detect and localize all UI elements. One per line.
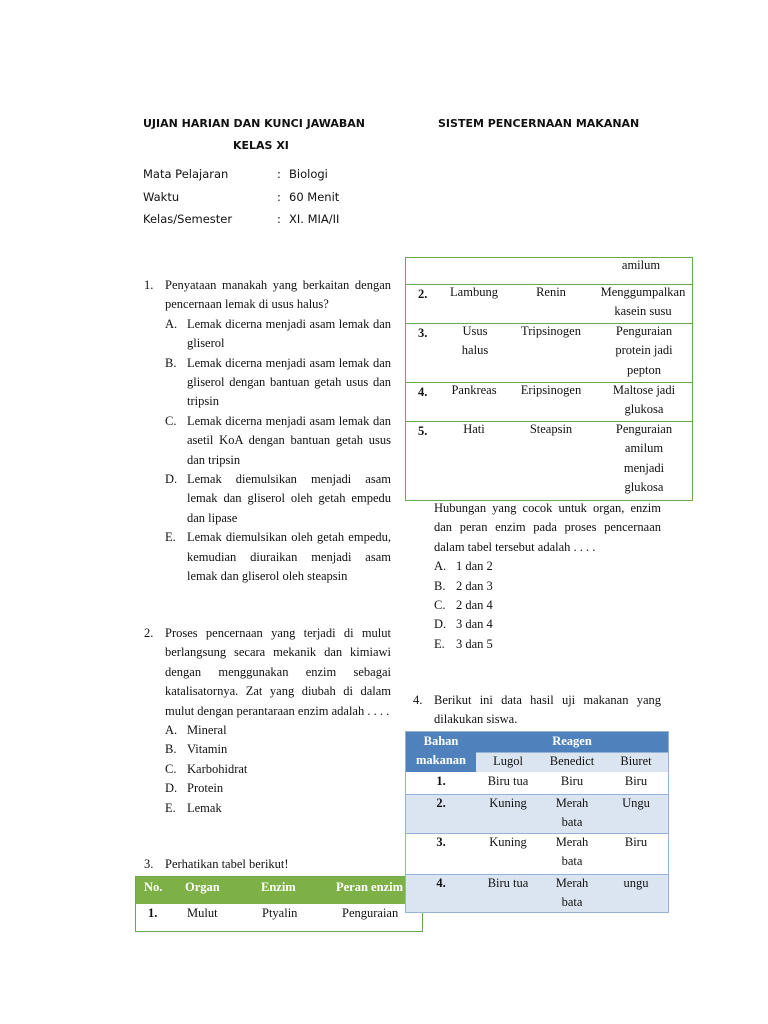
row-no: 1. <box>436 774 446 788</box>
subheader-benedict: Benedict <box>549 754 595 768</box>
q1-option-b[interactable] <box>165 354 391 412</box>
exam-title: UJIAN HARIAN DAN KUNCI JAWABAN <box>143 117 366 130</box>
row-enzim: Steapsin <box>529 422 573 436</box>
question-2-text: Proses pencernaan yang terjadi di mulut berlangsung secara mekanik dan kimiawi dengan menggunakan enzim sebagai katalisatornya. Zat yang diubah di dalam mulut dengan perantaraan enzim adalah . . . . <box>165 626 391 718</box>
option-letter: B. <box>434 578 446 593</box>
option-letter: A. <box>165 316 178 331</box>
option-letter: C. <box>165 413 177 428</box>
q1-option-d[interactable] <box>165 470 391 528</box>
option-letter: E. <box>434 636 445 651</box>
option-text: Karbohidrat <box>187 761 248 776</box>
meta-class-value: XI. MIA/II <box>289 212 340 226</box>
option-text: 1 dan 2 <box>456 559 493 574</box>
table-row-2 <box>406 285 692 323</box>
row-no: 5. <box>418 424 428 438</box>
row-peran: Maltose jadi glukosa <box>612 383 676 417</box>
row1-peran-cont: amilum <box>621 258 661 272</box>
row-benedict: Merah bata <box>555 876 589 910</box>
option-text: 2 dan 3 <box>456 578 493 593</box>
q3-option-c[interactable] <box>434 596 661 615</box>
row-no: 3. <box>418 326 428 340</box>
row-biuret: Biru <box>624 835 648 849</box>
row-enzim: Renin <box>536 285 566 299</box>
option-text: Lemak dicerna menjadi asam lemak dan gliserol dengan bantuan getah usus dan tripsin <box>187 355 391 409</box>
question-4 <box>413 691 661 730</box>
row-benedict: Merah bata <box>555 796 589 830</box>
question-1 <box>144 276 391 587</box>
row-organ: Pankreas <box>451 383 497 397</box>
question-3-followup <box>434 499 661 654</box>
row-organ: Lambung <box>450 285 498 299</box>
subheader-biuret: Biuret <box>620 754 652 768</box>
meta-subject-colon: : <box>277 167 281 181</box>
row-no: 3. <box>436 835 446 849</box>
option-letter: A. <box>165 723 178 738</box>
option-letter: C. <box>434 598 446 613</box>
subheader-lugol: Lugol <box>493 754 523 768</box>
row-enzim: Tripsinogen <box>521 324 581 338</box>
food-test-table <box>405 731 669 913</box>
option-letter: B. <box>165 742 177 757</box>
table-row-4 <box>406 383 692 421</box>
q1-option-e[interactable] <box>165 528 391 586</box>
q3-option-e[interactable] <box>434 635 661 654</box>
meta-subject-label: Mata Pelajaran <box>143 167 229 181</box>
question-3-text: Perhatikan tabel berikut! <box>165 857 289 871</box>
q2-option-b[interactable] <box>165 740 391 759</box>
option-letter: A. <box>434 559 447 574</box>
q2-option-d[interactable] <box>165 779 391 798</box>
food-test-row-1 <box>406 772 668 794</box>
option-text: Mineral <box>187 723 227 738</box>
option-text: Lemak diemulsikan oleh getah empedu, kemudian diuraikan menjadi asam lemak dan gliserol oleh steapsin <box>187 530 391 584</box>
food-test-row-4 <box>406 874 668 912</box>
meta-class-colon: : <box>277 212 281 226</box>
meta-time-value: 60 Menit <box>289 190 340 204</box>
q3-option-d[interactable] <box>434 615 661 634</box>
q3-option-a[interactable] <box>434 557 661 576</box>
meta-class-label: Kelas/Semester <box>143 212 233 226</box>
row-lugol: Biru tua <box>487 774 529 788</box>
header-enzim: Enzim <box>261 880 296 894</box>
option-letter: D. <box>165 781 178 796</box>
row-no: 4. <box>418 385 428 399</box>
header-reagen: Reagen <box>552 734 592 748</box>
q3-option-b[interactable] <box>434 577 661 596</box>
option-text: Lemak diemulsikan menjadi asam lemak dan gliserol oleh getah empedu dan lipase <box>187 472 391 525</box>
row-peran: Penguraian protein jadi pepton <box>615 324 673 377</box>
row-organ: Usus halus <box>461 324 489 358</box>
option-letter: B. <box>165 355 177 370</box>
option-text: Protein <box>187 781 224 796</box>
option-text: Lemak dicerna menjadi asam lemak dan asetil KoA dengan bantuan getah usus dan tripsin <box>187 413 391 467</box>
meta-subject-value: Biologi <box>289 167 328 181</box>
food-test-row-3 <box>406 834 668 874</box>
option-letter: E. <box>165 530 176 545</box>
meta-time-label: Waktu <box>143 190 180 204</box>
row-peran: Penguraian amilum menjadi glukosa <box>615 422 673 495</box>
question-1-number: 1. <box>144 278 154 292</box>
row-peran: Menggumpalkan kasein susu <box>600 285 686 319</box>
question-2-number: 2. <box>144 626 154 640</box>
header-no: No. <box>144 880 163 894</box>
table-row-5 <box>406 422 692 500</box>
option-letter: D. <box>165 472 178 487</box>
organ-table-part-2 <box>405 257 693 501</box>
row-lugol: Biru tua <box>487 876 529 890</box>
row-biuret: Ungu <box>622 796 650 810</box>
question-3 <box>144 855 289 874</box>
question-4-text: Berikut ini data hasil uji makanan yang dilakukan siswa. <box>434 693 661 727</box>
question-1-text: Penyataan manakah yang berkaitan dengan pencernaan lemak di usus halus? <box>165 278 391 312</box>
food-test-row-2 <box>406 794 668 834</box>
option-text: Lemak dicerna menjadi asam lemak dan gliserol <box>187 316 391 351</box>
option-text: 3 dan 4 <box>456 617 493 632</box>
row-enzim: Eripsinogen <box>520 383 582 397</box>
row-lugol: Kuning <box>489 796 527 810</box>
row1-enzim: Ptyalin <box>262 906 298 920</box>
organ-table-part-1 <box>135 876 423 932</box>
header-peran: Peran enzim <box>336 880 403 894</box>
q2-option-e[interactable] <box>165 799 391 818</box>
option-text: Lemak <box>187 800 222 815</box>
row-no: 2. <box>436 796 446 810</box>
row1-peran: Penguraian <box>342 906 399 920</box>
question-4-number: 4. <box>413 693 423 707</box>
row-no: 2. <box>418 287 428 301</box>
question-3-followup-text: Hubungan yang cocok untuk organ, enzim dan peran enzim pada proses pencernaan dalam tabel tersebut adalah . . . . <box>434 501 661 554</box>
option-letter: D. <box>434 617 447 632</box>
row1-no: 1. <box>148 906 158 920</box>
row-benedict: Merah bata <box>555 835 589 869</box>
meta-time-colon: : <box>277 190 281 204</box>
table-row-1-cont <box>406 258 692 284</box>
row-no: 4. <box>436 876 446 890</box>
q1-option-c[interactable] <box>165 412 391 470</box>
option-text: 3 dan 5 <box>456 636 493 651</box>
row-organ: Hati <box>463 422 485 436</box>
option-text: Vitamin <box>187 742 228 757</box>
q1-option-a[interactable] <box>165 315 391 354</box>
table-row-3 <box>406 324 692 382</box>
question-3-number: 3. <box>144 857 154 871</box>
question-2 <box>144 624 391 818</box>
option-text: 2 dan 4 <box>456 598 493 613</box>
topic-title: SISTEM PENCERNAAN MAKANAN <box>438 117 640 130</box>
option-letter: C. <box>165 761 177 776</box>
q2-option-a[interactable] <box>165 721 391 740</box>
row-biuret: ungu <box>623 876 649 890</box>
header-bahan-makanan: Bahan makanan <box>415 734 467 768</box>
row-lugol: Kuning <box>489 835 527 849</box>
row1-organ: Mulut <box>187 906 218 920</box>
row-benedict: Biru <box>560 774 584 788</box>
row-biuret: Biru <box>624 774 648 788</box>
q2-option-c[interactable] <box>165 760 391 779</box>
header-organ: Organ <box>185 880 220 894</box>
option-letter: E. <box>165 800 176 815</box>
class-subtitle: KELAS XI <box>233 139 289 152</box>
